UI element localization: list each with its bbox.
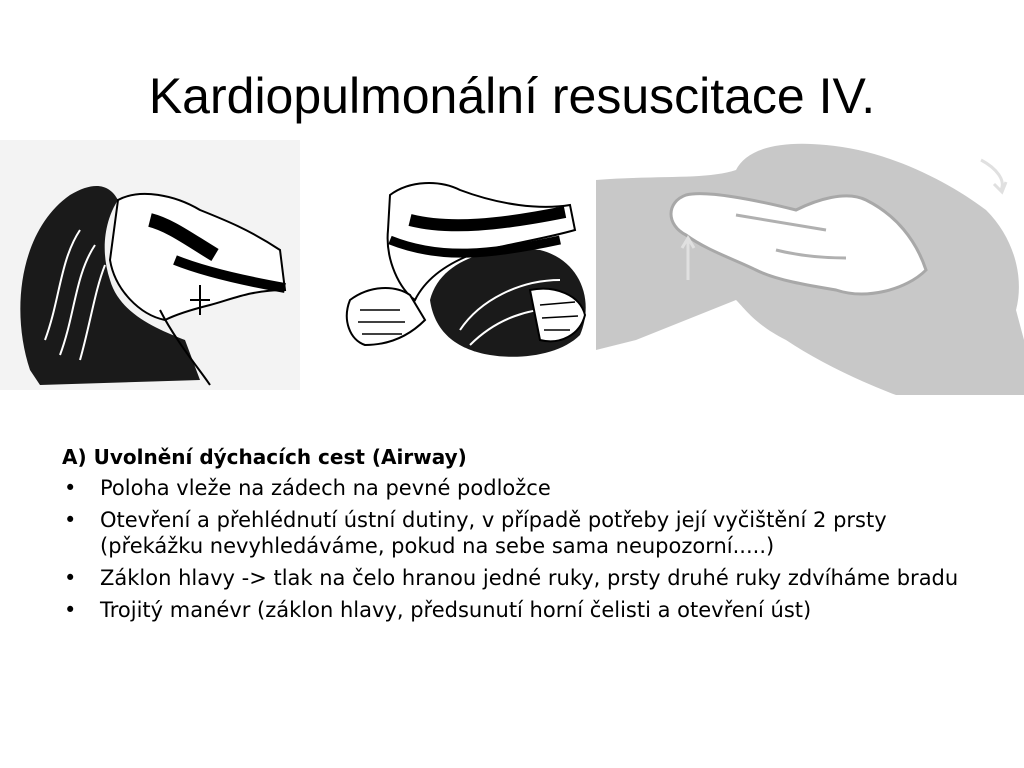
bullet-icon: • [64, 508, 77, 532]
bullet-text: Trojitý manévr (záklon hlavy, předsunutí horní čelisti a otevření úst) [100, 598, 812, 622]
bullet-text: Poloha vleže na zádech na pevné podložce [100, 476, 551, 500]
bullet-icon: • [64, 598, 77, 622]
slide-title: Kardiopulmonální resuscitace IV. [148, 68, 876, 124]
bullet-text: Otevření a přehlédnutí ústní dutiny, v případě potřeby její vyčištění 2 prsty (překážku nevyhledáváme, pokud na sebe sama neupozorní.....) [100, 508, 887, 558]
bullet-list [62, 475, 962, 623]
head-tilt-chin-lift-gray-illustration [596, 140, 1024, 395]
bullet-text: Záklon hlavy -> tlak na čelo hranou jedné ruky, prsty druhé ruky zdvíháme bradu [100, 566, 959, 590]
list-item [62, 475, 962, 501]
bullet-icon: • [64, 566, 77, 590]
list-item [62, 597, 962, 623]
list-item [62, 507, 962, 559]
jaw-thrust-hands-illustration [330, 150, 600, 380]
head-tilt-airway-profile-illustration [0, 140, 300, 390]
section-heading: A) Uvolnění dýchacích cest (Airway) [62, 445, 467, 469]
list-item [62, 565, 962, 591]
bullet-icon: • [64, 476, 77, 500]
slide-content [62, 443, 962, 629]
